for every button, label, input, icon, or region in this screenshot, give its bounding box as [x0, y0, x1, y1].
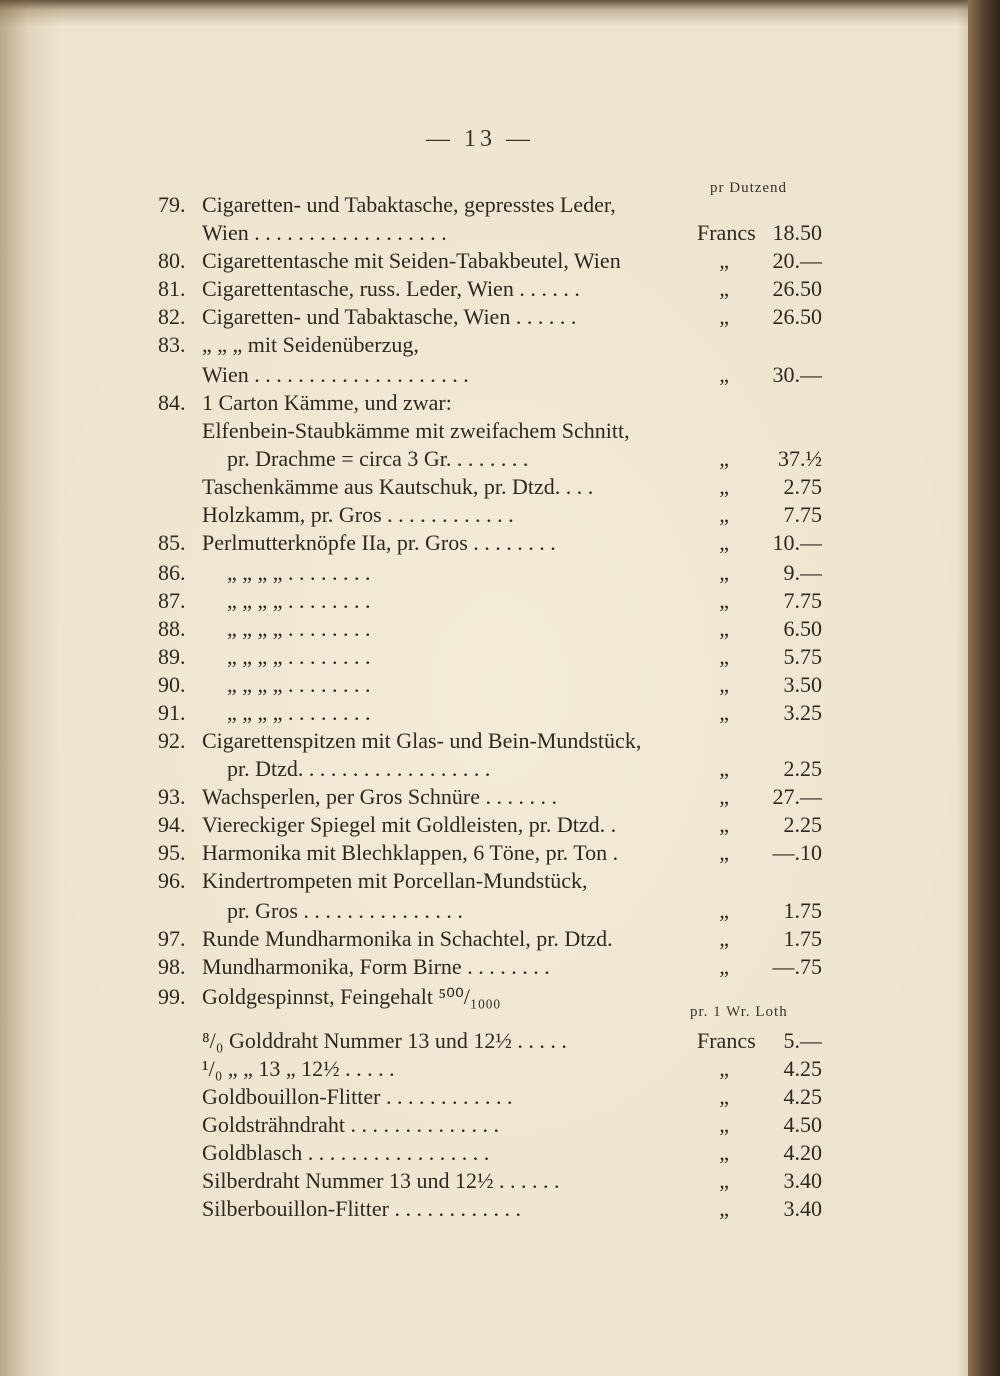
item-description: Cigarettentasche, russ. Leder, Wien . . . . . . [202, 276, 580, 301]
item-description: Kindertrompeten mit Porcellan-Mundstück, [202, 868, 588, 893]
list-item [0, 1112, 960, 1142]
item-unit: „ [719, 248, 729, 273]
list-item [0, 1028, 960, 1058]
item-price: 7.75 [783, 588, 822, 613]
item-price: 37.½ [778, 446, 822, 471]
item-price: 3.50 [783, 672, 822, 697]
item-price: 1.75 [783, 926, 822, 951]
list-item [0, 560, 960, 590]
list-item [0, 276, 960, 306]
item-number: 82. [158, 304, 186, 329]
item-number: 98. [158, 954, 186, 979]
item-number: 85. [158, 530, 186, 555]
item-number: 91. [158, 700, 186, 725]
item-price: 26.50 [772, 304, 822, 329]
list-item [0, 446, 960, 476]
item-unit: „ [719, 644, 729, 669]
item-description: „ „ „ „ . . . . . . . . [227, 560, 371, 585]
item-price: 6.50 [783, 616, 822, 641]
item-unit: „ [719, 588, 729, 613]
list-item [0, 1056, 960, 1086]
list-item [0, 700, 960, 730]
item-price: 3.25 [783, 700, 822, 725]
item-unit: „ [719, 502, 729, 527]
list-item [0, 644, 960, 674]
item-description: Perlmutterknöpfe IIa, pr. Gros . . . . . . . . [202, 530, 556, 555]
item-number: 93. [158, 784, 186, 809]
item-description: Viereckiger Spiegel mit Goldleisten, pr. Dtzd. . [202, 812, 617, 837]
item-unit: „ [719, 756, 729, 781]
item-unit: „ [719, 616, 729, 641]
item-unit: „ [719, 474, 729, 499]
item-number: 94. [158, 812, 186, 837]
item-description: Mundharmonika, Form Birne . . . . . . . . [202, 954, 550, 979]
item-price: —.75 [772, 954, 822, 979]
list-item [0, 954, 960, 984]
item-unit: „ [719, 446, 729, 471]
item-unit: „ [719, 672, 729, 697]
item-price: 18.50 [772, 220, 822, 245]
item-unit: Francs [697, 220, 756, 245]
column-header-per-dozen: pr Dutzend [710, 180, 788, 196]
item-description: „ „ „ „ . . . . . . . . [227, 700, 371, 725]
item-description: Cigaretten- und Tabaktasche, gepresstes Leder, [202, 192, 616, 217]
item-number: 89. [158, 644, 186, 669]
item-description: Silberbouillon-Flitter . . . . . . . . . . . . [202, 1196, 521, 1221]
item-description: Harmonika mit Blechklappen, 6 Töne, pr. Ton . [202, 840, 619, 865]
list-item [0, 502, 960, 532]
item-price: 2.25 [783, 756, 822, 781]
item-price: 7.75 [783, 502, 822, 527]
item-unit: „ [719, 954, 729, 979]
page-edge-binding [968, 0, 1000, 1376]
item-number: 88. [158, 616, 186, 641]
item-description: Cigarettentasche mit Seiden-Tabakbeutel, Wien [202, 248, 621, 273]
item-unit: „ [719, 926, 729, 951]
item-price: 27.— [772, 784, 822, 809]
item-number: 95. [158, 840, 186, 865]
item-description: „ „ „ „ . . . . . . . . [227, 616, 371, 641]
item-description: ¹/₀ „ „ 13 „ 12½ . . . . . [202, 1056, 395, 1081]
item-unit: „ [719, 1056, 729, 1081]
list-item [0, 474, 960, 504]
page-number: — 13 — [426, 126, 534, 152]
item-price: 26.50 [772, 276, 822, 301]
list-item [0, 616, 960, 646]
item-description: „ „ „ „ . . . . . . . . [227, 672, 371, 697]
item-number: 80. [158, 248, 186, 273]
item-unit: „ [719, 304, 729, 329]
list-item [0, 756, 960, 786]
item-description: pr. Dtzd. . . . . . . . . . . . . . . . . . [227, 756, 491, 781]
item-price: 5.— [783, 1028, 822, 1053]
item-price: 2.25 [783, 812, 822, 837]
item-price: —.10 [772, 840, 822, 865]
item-description: ⁸/₀ Golddraht Nummer 13 und 12½ . . . . . [202, 1028, 567, 1053]
item-description: Wien . . . . . . . . . . . . . . . . . . [202, 220, 447, 245]
list-item [0, 1140, 960, 1170]
item-unit: „ [719, 1112, 729, 1137]
item-description: „ „ „ „ . . . . . . . . [227, 644, 371, 669]
item-price: 5.75 [783, 644, 822, 669]
item-unit: „ [719, 1168, 729, 1193]
item-unit: „ [719, 362, 729, 387]
item-price: 3.40 [783, 1196, 822, 1221]
list-item [0, 672, 960, 702]
item-description: Elfenbein-Staubkämme mit zweifachem Schnitt, [202, 418, 630, 443]
item-description: Wachsperlen, per Gros Schnüre . . . . . . . [202, 784, 558, 809]
item-price: 4.20 [783, 1140, 822, 1165]
list-item [0, 1196, 960, 1226]
list-item [0, 390, 960, 420]
list-item [0, 984, 960, 1014]
item-price: 4.50 [783, 1112, 822, 1137]
item-number: 97. [158, 926, 186, 951]
item-price: 4.25 [783, 1056, 822, 1081]
item-description: Holzkamm, pr. Gros . . . . . . . . . . . . [202, 502, 514, 527]
item-description: Goldblasch . . . . . . . . . . . . . . . . . [202, 1140, 490, 1165]
item-number: 86. [158, 560, 186, 585]
list-item [0, 362, 960, 392]
item-description: Cigaretten- und Tabaktasche, Wien . . . . . . [202, 304, 577, 329]
item-price: 20.— [772, 248, 822, 273]
list-item [0, 840, 960, 870]
list-item [0, 898, 960, 928]
item-description: pr. Drachme = circa 3 Gr. . . . . . . . [227, 446, 529, 471]
item-price: 30.— [772, 362, 822, 387]
item-number: 79. [158, 192, 186, 217]
item-number: 99. [158, 984, 186, 1009]
item-description: „ „ „ mit Seidenüberzug, [202, 332, 419, 357]
list-item [0, 248, 960, 278]
list-item [0, 418, 960, 448]
item-unit: Francs [697, 1028, 756, 1053]
item-description: Goldbouillon-Flitter . . . . . . . . . . . . [202, 1084, 513, 1109]
item-description: Goldsträhndraht . . . . . . . . . . . . . . [202, 1112, 499, 1137]
item-number: 81. [158, 276, 186, 301]
item-number: 96. [158, 868, 186, 893]
list-item [0, 784, 960, 814]
item-number: 83. [158, 332, 186, 357]
item-number: 90. [158, 672, 186, 697]
item-description: 1 Carton Kämme, und zwar: [202, 390, 452, 415]
item-description: Silberdraht Nummer 13 und 12½ . . . . . . [202, 1168, 560, 1193]
item-price: 1.75 [783, 898, 822, 923]
list-item [0, 868, 960, 898]
item-number: 84. [158, 390, 186, 415]
item-price: 2.75 [783, 474, 822, 499]
item-description: Cigarettenspitzen mit Glas- und Bein-Mundstück, [202, 728, 642, 753]
item-unit: „ [719, 840, 729, 865]
item-unit: „ [719, 1196, 729, 1221]
list-item [0, 926, 960, 956]
item-price: 10.— [772, 530, 822, 555]
item-unit: „ [719, 1084, 729, 1109]
item-price: 9.— [783, 560, 822, 585]
item-description: pr. Gros . . . . . . . . . . . . . . . [227, 898, 463, 923]
item-description: Goldgespinnst, Feingehalt ⁵⁰⁰/₁₀₀₀ [202, 984, 501, 1009]
list-item [0, 812, 960, 842]
item-number: 87. [158, 588, 186, 613]
item-unit: „ [719, 898, 729, 923]
item-description: Taschenkämme aus Kautschuk, pr. Dtzd. . . . [202, 474, 594, 499]
item-unit: „ [719, 276, 729, 301]
item-number: 92. [158, 728, 186, 753]
list-item [0, 192, 960, 222]
item-unit: „ [719, 560, 729, 585]
item-description: Wien . . . . . . . . . . . . . . . . . . . . [202, 362, 469, 387]
list-item [0, 728, 960, 758]
list-item [0, 1168, 960, 1198]
list-item [0, 332, 960, 362]
item-unit: „ [719, 700, 729, 725]
list-item [0, 1084, 960, 1114]
list-item [0, 304, 960, 334]
column-header-per-loth: pr. 1 Wr. Loth [690, 1004, 788, 1020]
item-unit: „ [719, 812, 729, 837]
item-price: 3.40 [783, 1168, 822, 1193]
item-unit: „ [719, 1140, 729, 1165]
list-item [0, 530, 960, 560]
list-item [0, 220, 960, 250]
item-description: „ „ „ „ . . . . . . . . [227, 588, 371, 613]
item-unit: „ [719, 530, 729, 555]
item-price: 4.25 [783, 1084, 822, 1109]
item-description: Runde Mundharmonika in Schachtel, pr. Dtzd. [202, 926, 613, 951]
list-item [0, 588, 960, 618]
item-unit: „ [719, 784, 729, 809]
